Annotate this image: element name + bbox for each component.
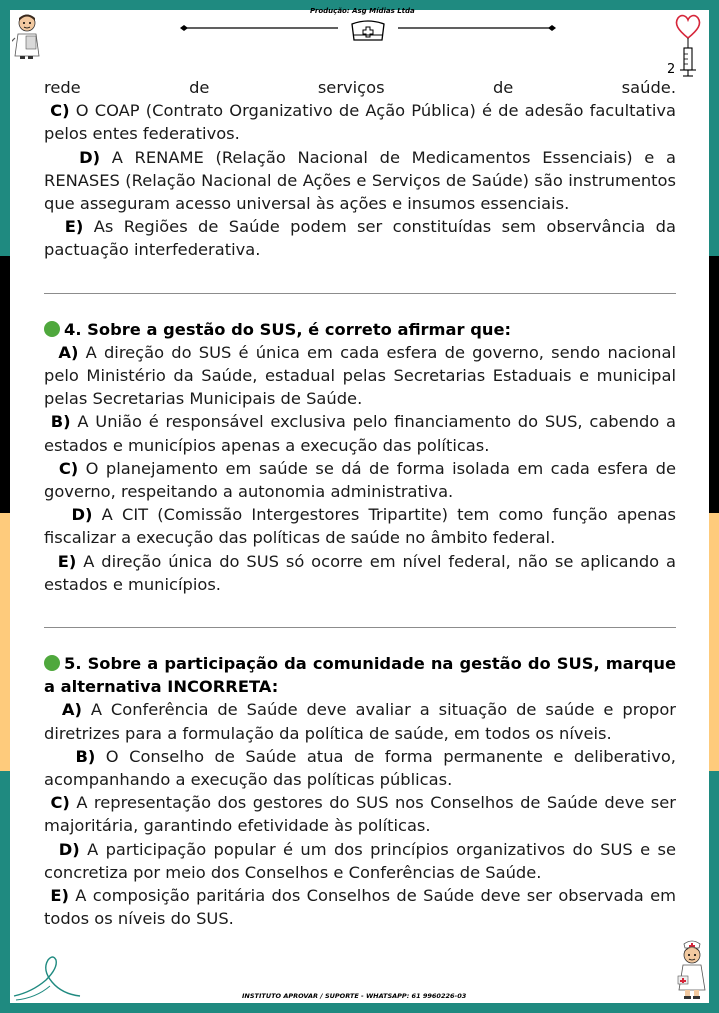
- frame-left-yellow: [0, 513, 10, 771]
- option-letter: E): [50, 886, 69, 906]
- option-letter: D): [79, 147, 101, 167]
- producer-credit: Produção: Asg Mídias Ltda: [310, 7, 415, 15]
- option-row: [44, 838, 676, 884]
- option-letter: A): [58, 342, 79, 362]
- nurse-cartoon-icon: [674, 938, 710, 1000]
- question-4-title: 4. Sobre a gestão do SUS, é correto afirmar que:: [44, 318, 676, 341]
- option-letter: C): [50, 793, 70, 813]
- option-text: A União é responsável exclusiva pelo financiamento do SUS, cabendo a estados e municípios apenas a execução das políticas.: [44, 412, 676, 455]
- option-row: [44, 215, 676, 261]
- option-letter: B): [75, 746, 96, 766]
- option-text: A direção do SUS é única em cada esfera de governo, sendo nacional pelo Ministério da Saúde, estadual pelas Secretarias Estaduais e municipal pelas Secretarias Municipais de Saúde.: [44, 342, 676, 409]
- frame-left-black: [0, 256, 10, 513]
- page-number: 2: [667, 62, 676, 77]
- option-letter: E): [64, 217, 84, 237]
- option-row: [44, 503, 676, 549]
- footer-contact: INSTITUTO APROVAR / SUPORTE - WHATSAPP: 61 9960226-03: [242, 992, 467, 1000]
- option-letter: C): [50, 101, 70, 121]
- nurse-cap-divider-icon: [178, 16, 558, 46]
- continued-line: rede de serviços de saúde.: [44, 78, 676, 97]
- frame-left-teal-bottom: [0, 771, 10, 1013]
- question-content: [44, 76, 676, 931]
- option-text: As Regiões de Saúde podem ser constituídas sem observância da pactuação interfederativa.: [44, 217, 676, 260]
- frame-right-black: [709, 256, 719, 513]
- option-letter: E): [57, 551, 77, 571]
- option-row: [44, 457, 676, 503]
- option-text: O planejamento em saúde se dá de forma isolada em cada esfera de governo, respeitando a autonomia administrativa.: [44, 458, 676, 502]
- option-row: [44, 550, 676, 596]
- option-row: [44, 791, 676, 837]
- option-text: A CIT (Comissão Intergestores Tripartite) tem como função apenas fiscalizar a execução das políticas de saúde no âmbito federal.: [44, 505, 676, 548]
- doctor-cartoon-icon: [12, 12, 46, 60]
- frame-left-teal-top: [0, 0, 10, 256]
- option-row: [44, 745, 676, 791]
- stethoscope-swirl-icon: [12, 952, 82, 1002]
- frame-right-teal-bottom: [709, 771, 719, 1013]
- question-5-title: 5. Sobre a participação da comunidade na gestão do SUS, marque a alternativa INCORRETA:: [44, 654, 676, 697]
- green-circle-icon: [44, 321, 60, 337]
- frame-right-teal-top: [709, 0, 719, 256]
- option-text: O Conselho de Saúde atua de forma permanente e deliberativo, acompanhando a execução das políticas públicas.: [44, 746, 676, 790]
- option-letter: A): [61, 700, 82, 720]
- option-row: [44, 146, 676, 216]
- option-letter: C): [58, 458, 79, 478]
- option-letter: D): [58, 839, 80, 859]
- option-row: [44, 698, 676, 744]
- option-row: [44, 410, 676, 456]
- option-row: [44, 884, 676, 930]
- option-text: A Conferência de Saúde deve avaliar a situação de saúde e propor diretrizes para a formulação da política de saúde, em todos os níveis.: [44, 700, 676, 743]
- page-frame-bottom: [0, 1003, 719, 1013]
- frame-right-yellow: [709, 513, 719, 771]
- option-letter: B): [50, 412, 71, 432]
- option-text: A composição paritária dos Conselhos de Saúde deve ser observada em todos os níveis do SUS.: [44, 886, 676, 929]
- option-row: [44, 341, 676, 411]
- option-text: O COAP (Contrato Organizativo de Ação Pública) é de adesão facultativa pelos entes federativos.: [44, 101, 676, 144]
- option-letter: D): [71, 505, 93, 525]
- option-row: [44, 99, 676, 145]
- option-text: A RENAME (Relação Nacional de Medicamentos Essenciais) e a RENASES (Relação Nacional de Ações e Serviços de Saúde) são instrumentos que asseguram acesso universal às ações e insumos essenciais.: [44, 147, 676, 214]
- option-text: A direção única do SUS só ocorre em nível federal, não se aplicando a estados e municípios.: [44, 551, 676, 594]
- option-text: A representação dos gestores do SUS nos Conselhos de Saúde deve ser majoritária, garantindo efetividade às políticas.: [44, 793, 676, 836]
- green-circle-icon: [44, 655, 60, 671]
- heart-syringe-icon: [672, 10, 704, 80]
- option-text: A participação popular é um dos princípios organizativos do SUS e se concretiza por meio dos Conselhos e Conferências de Saúde.: [44, 839, 676, 882]
